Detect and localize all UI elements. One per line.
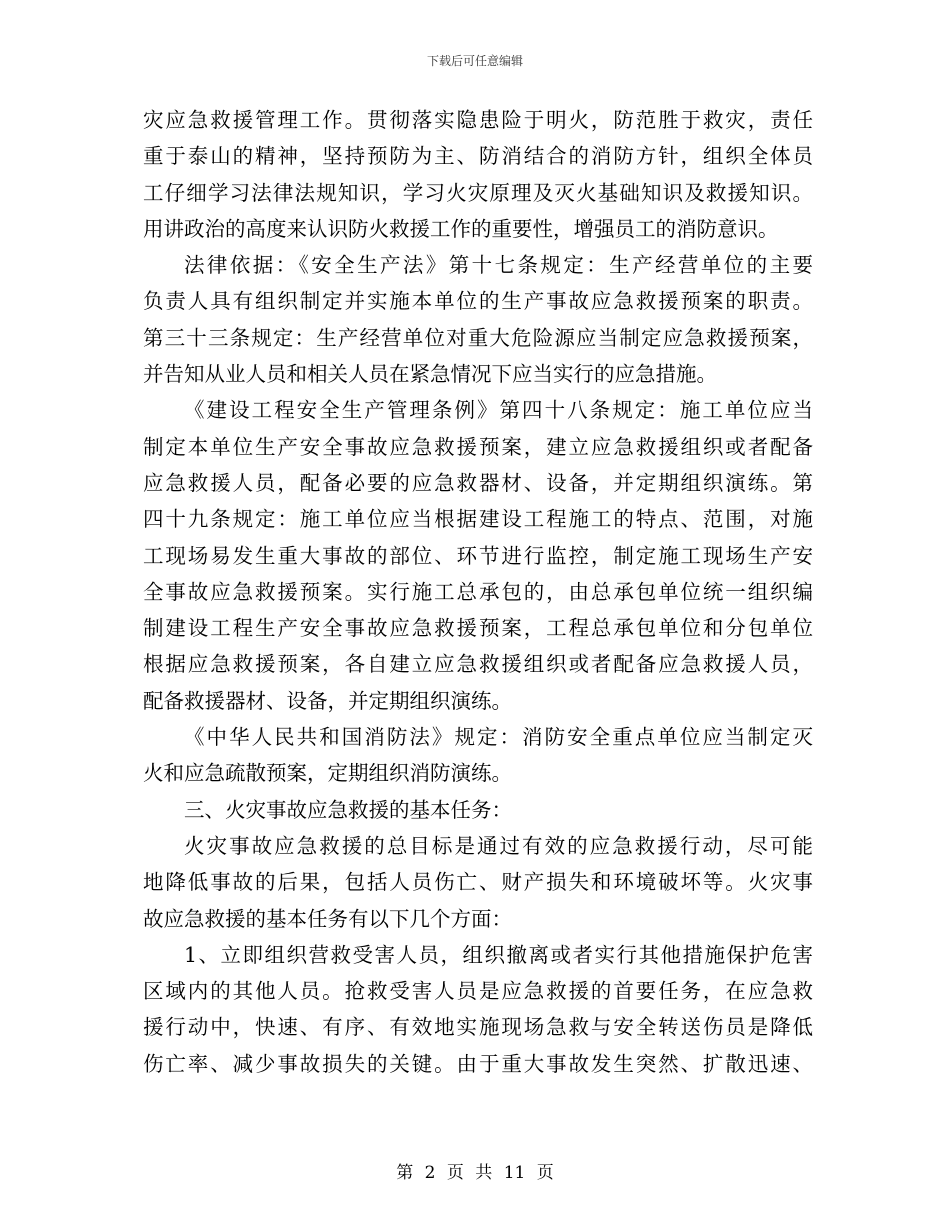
text-line: 区域内的其他人员。抢救受害人员是应急救援的首要任务，在应急救 bbox=[143, 979, 813, 1004]
document-body bbox=[143, 102, 813, 1082]
text-line: 伤亡率、减少事故损失的关键。由于重大事故发生突然、扩散迅速、 bbox=[143, 1051, 813, 1076]
text-line: 用讲政治的高度来认识防火救援工作的重要性，增强员工的消防意识。 bbox=[143, 216, 779, 241]
text-line: 应急救援人员，配备必要的应急救器材、设备，并定期组织演练。第 bbox=[143, 470, 813, 495]
text-line: 火和应急疏散预案，定期组织消防演练。 bbox=[143, 761, 512, 786]
text-line: 援行动中，快速、有序、有效地实施现场急救与安全转送伤员是降低 bbox=[143, 1015, 813, 1040]
paragraph-start-line: 火灾事故应急救援的总目标是通过有效的应急救援行动，尽可能 bbox=[184, 833, 813, 858]
text-line: 根据应急救援预案，各自建立应急救援组织或者配备应急救援人员， bbox=[143, 652, 813, 677]
paragraph-start-line: 《建设工程安全生产管理条例》第四十八条规定：施工单位应当 bbox=[184, 398, 813, 423]
text-line: 故应急救援的基本任务有以下几个方面： bbox=[143, 906, 512, 931]
page-header: 下载后可任意编辑 bbox=[426, 54, 523, 68]
text-line: 地降低事故的后果，包括人员伤亡、财产损失和环境破坏等。火灾事 bbox=[143, 870, 813, 895]
text-line: 灾应急救援管理工作。贯彻落实隐患险于明火，防范胜于救灾，责任 bbox=[143, 108, 813, 132]
section-heading: 三、火灾事故应急救援的基本任务： bbox=[184, 797, 512, 822]
text-line: 工仔细学习法律法规知识，学习火灾原理及灭火基础知识及救援知识。 bbox=[143, 180, 813, 205]
text-line: 四十九条规定：施工单位应当根据建设工程施工的特点、范围，对施 bbox=[143, 507, 813, 532]
text-line: 配备救援器材、设备，并定期组织演练。 bbox=[143, 688, 512, 713]
text-line: 工现场易发生重大事故的部位、环节进行监控，制定施工现场生产安 bbox=[143, 543, 813, 568]
paragraph-start-line: 1、立即组织营救受害人员，组织撤离或者实行其他措施保护危害 bbox=[184, 942, 813, 967]
text-line: 全事故应急救援预案。实行施工总承包的，由总承包单位统一组织编 bbox=[143, 579, 813, 604]
text-line: 并告知从业人员和相关人员在紧急情况下应当实行的应急措施。 bbox=[143, 362, 717, 387]
paragraph-start-line: 法律依据：《安全生产法》第十七条规定：生产经营单位的主要 bbox=[184, 253, 813, 278]
page-number-footer: 第 2 页 共 11 页 bbox=[396, 1163, 554, 1183]
text-line: 制建设工程生产安全事故应急救援预案，工程总承包单位和分包单位 bbox=[143, 616, 813, 641]
text-line: 重于泰山的精神，坚持预防为主、防消结合的消防方针，组织全体员 bbox=[143, 144, 813, 169]
text-line: 制定本单位生产安全事故应急救援预案，建立应急救援组织或者配备 bbox=[143, 434, 813, 459]
text-line: 第三十三条规定：生产经营单位对重大危险源应当制定应急救援预案， bbox=[143, 325, 813, 350]
text-line: 负责人具有组织制定并实施本单位的生产事故应急救援预案的职责。 bbox=[143, 289, 813, 314]
paragraph-start-line: 《中华人民共和国消防法》规定：消防安全重点单位应当制定灭 bbox=[184, 725, 813, 750]
